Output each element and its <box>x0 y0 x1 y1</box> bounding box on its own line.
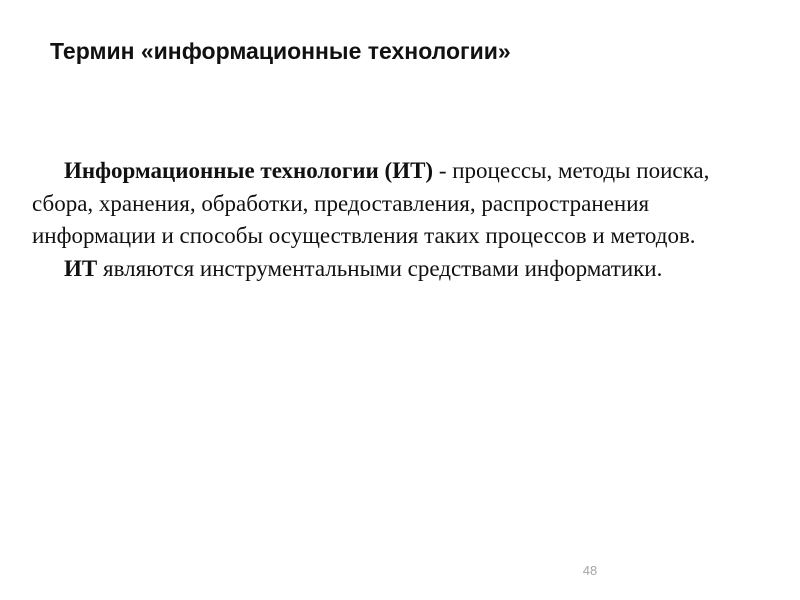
it-text: являются инструментальными средствами информатики. <box>97 255 663 281</box>
slide-title: Термин «информационные технологии» <box>50 38 511 64</box>
definition-paragraph <box>32 155 772 253</box>
definition-term: Информационные технологии (ИТ) <box>64 158 434 183</box>
it-paragraph <box>32 253 772 286</box>
it-term: ИТ <box>64 255 98 281</box>
page-number: 48 <box>582 563 598 578</box>
definition-text: - процессы, методы поиска, сбора, хранения, обработки, предоставления, распространения информации и способы осуществления таких процессов и методов. <box>32 158 710 248</box>
slide-body <box>32 155 772 285</box>
